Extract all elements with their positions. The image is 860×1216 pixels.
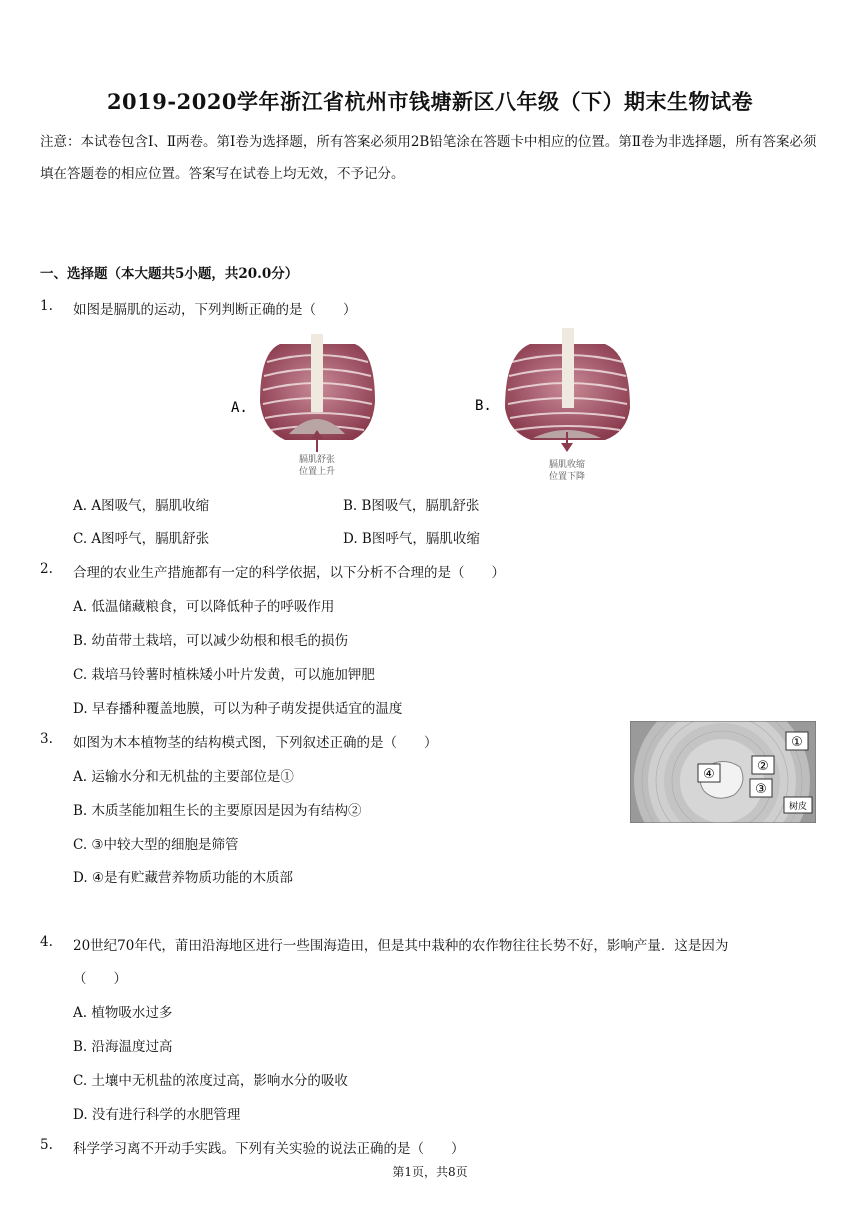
label-bark: 树皮 [788, 802, 808, 812]
rib-cage-b-image [505, 328, 630, 452]
question-number: 2. [40, 561, 53, 577]
option-d[interactable]: D. 早春播种覆盖地膜，可以为种子萌发提供适宜的温度 [73, 701, 403, 717]
label-4: ④ [703, 767, 715, 782]
option-c[interactable]: C. 土壤中无机盐的浓度过高，影响水分的吸收 [73, 1073, 348, 1089]
option-d[interactable]: D. B图呼气，膈肌收缩 [343, 531, 480, 547]
option-c[interactable]: C. A图呼气，膈肌舒张 [73, 531, 210, 547]
figure-label-a: A. [231, 400, 248, 416]
question-text-continued: （ ） [73, 971, 127, 987]
label-1: ① [791, 735, 803, 750]
option-a[interactable]: A. A图吸气，膈肌收缩 [73, 498, 210, 514]
page-footer: 第1页，共8页 [392, 1165, 468, 1179]
exam-notice: 注意：本试卷包含Ⅰ、Ⅱ两卷。第Ⅰ卷为选择题，所有答案必须用2B铅笔涂在答题卡中相应的位置。第Ⅱ卷为非选择题，所有答案必须填在答题卷的相应位置。答案写在试卷上均无效，不予记分。 [40, 134, 817, 182]
caption-a-line1: 膈肌舒张 [298, 455, 336, 465]
option-a[interactable]: A. 低温储藏粮食，可以降低种子的呼吸作用 [73, 599, 335, 615]
option-a[interactable]: A. 运输水分和无机盐的主要部位是① [73, 769, 294, 785]
option-b[interactable]: B. 木质茎能加粗生长的主要原因是因为有结构② [73, 803, 362, 819]
diaphragm-figure [225, 322, 645, 492]
question-text: 如图为木本植物茎的结构模式图，下列叙述正确的是（ ） [73, 735, 438, 751]
question-text: 20世纪70年代，莆田沿海地区进行一些围海造田，但是其中栽种的农作物往往长势不好，影响产量．这是因为 [73, 938, 729, 954]
question-number: 1. [40, 298, 53, 314]
caption-b-line2: 位置下降 [548, 472, 586, 482]
question-text: 合理的农业生产措施都有一定的科学依据，以下分析不合理的是（ ） [73, 565, 505, 581]
section-title: 一、选择题（本大题共5小题，共20.0分） [40, 266, 299, 282]
option-a[interactable]: A. 植物吸水过多 [73, 1005, 173, 1021]
question-text: 科学学习离不开动手实践。下列有关实验的说法正确的是（ ） [73, 1141, 465, 1157]
option-b[interactable]: B. B图吸气，膈肌舒张 [343, 498, 480, 514]
caption-b-line1: 膈肌收缩 [548, 460, 586, 470]
question-text: 如图是膈肌的运动，下列判断正确的是（ ） [73, 302, 357, 318]
page-title: 2019-2020学年浙江省杭州市钱塘新区八年级（下）期末生物试卷 [106, 89, 754, 114]
rib-cage-a-image [260, 334, 375, 452]
option-b[interactable]: B. 幼苗带土栽培，可以减少幼根和根毛的损伤 [73, 633, 349, 649]
option-b[interactable]: B. 沿海温度过高 [73, 1039, 173, 1055]
question-number: 5. [40, 1137, 53, 1153]
question-number: 4. [40, 934, 53, 950]
option-d[interactable]: D. ④是有贮藏营养物质功能的木质部 [73, 870, 294, 886]
caption-a-line2: 位置上升 [298, 467, 336, 477]
figure-label-b: B. [475, 398, 492, 414]
question-number: 3. [40, 731, 53, 747]
option-c[interactable]: C. ③中较大型的细胞是筛管 [73, 837, 239, 853]
option-d[interactable]: D. 没有进行科学的水肥管理 [73, 1107, 241, 1123]
option-c[interactable]: C. 栽培马铃薯时植株矮小叶片发黄，可以施加钾肥 [73, 667, 375, 683]
label-2: ② [757, 759, 769, 774]
label-3: ③ [755, 782, 767, 797]
stem-cross-section-figure [630, 721, 816, 823]
